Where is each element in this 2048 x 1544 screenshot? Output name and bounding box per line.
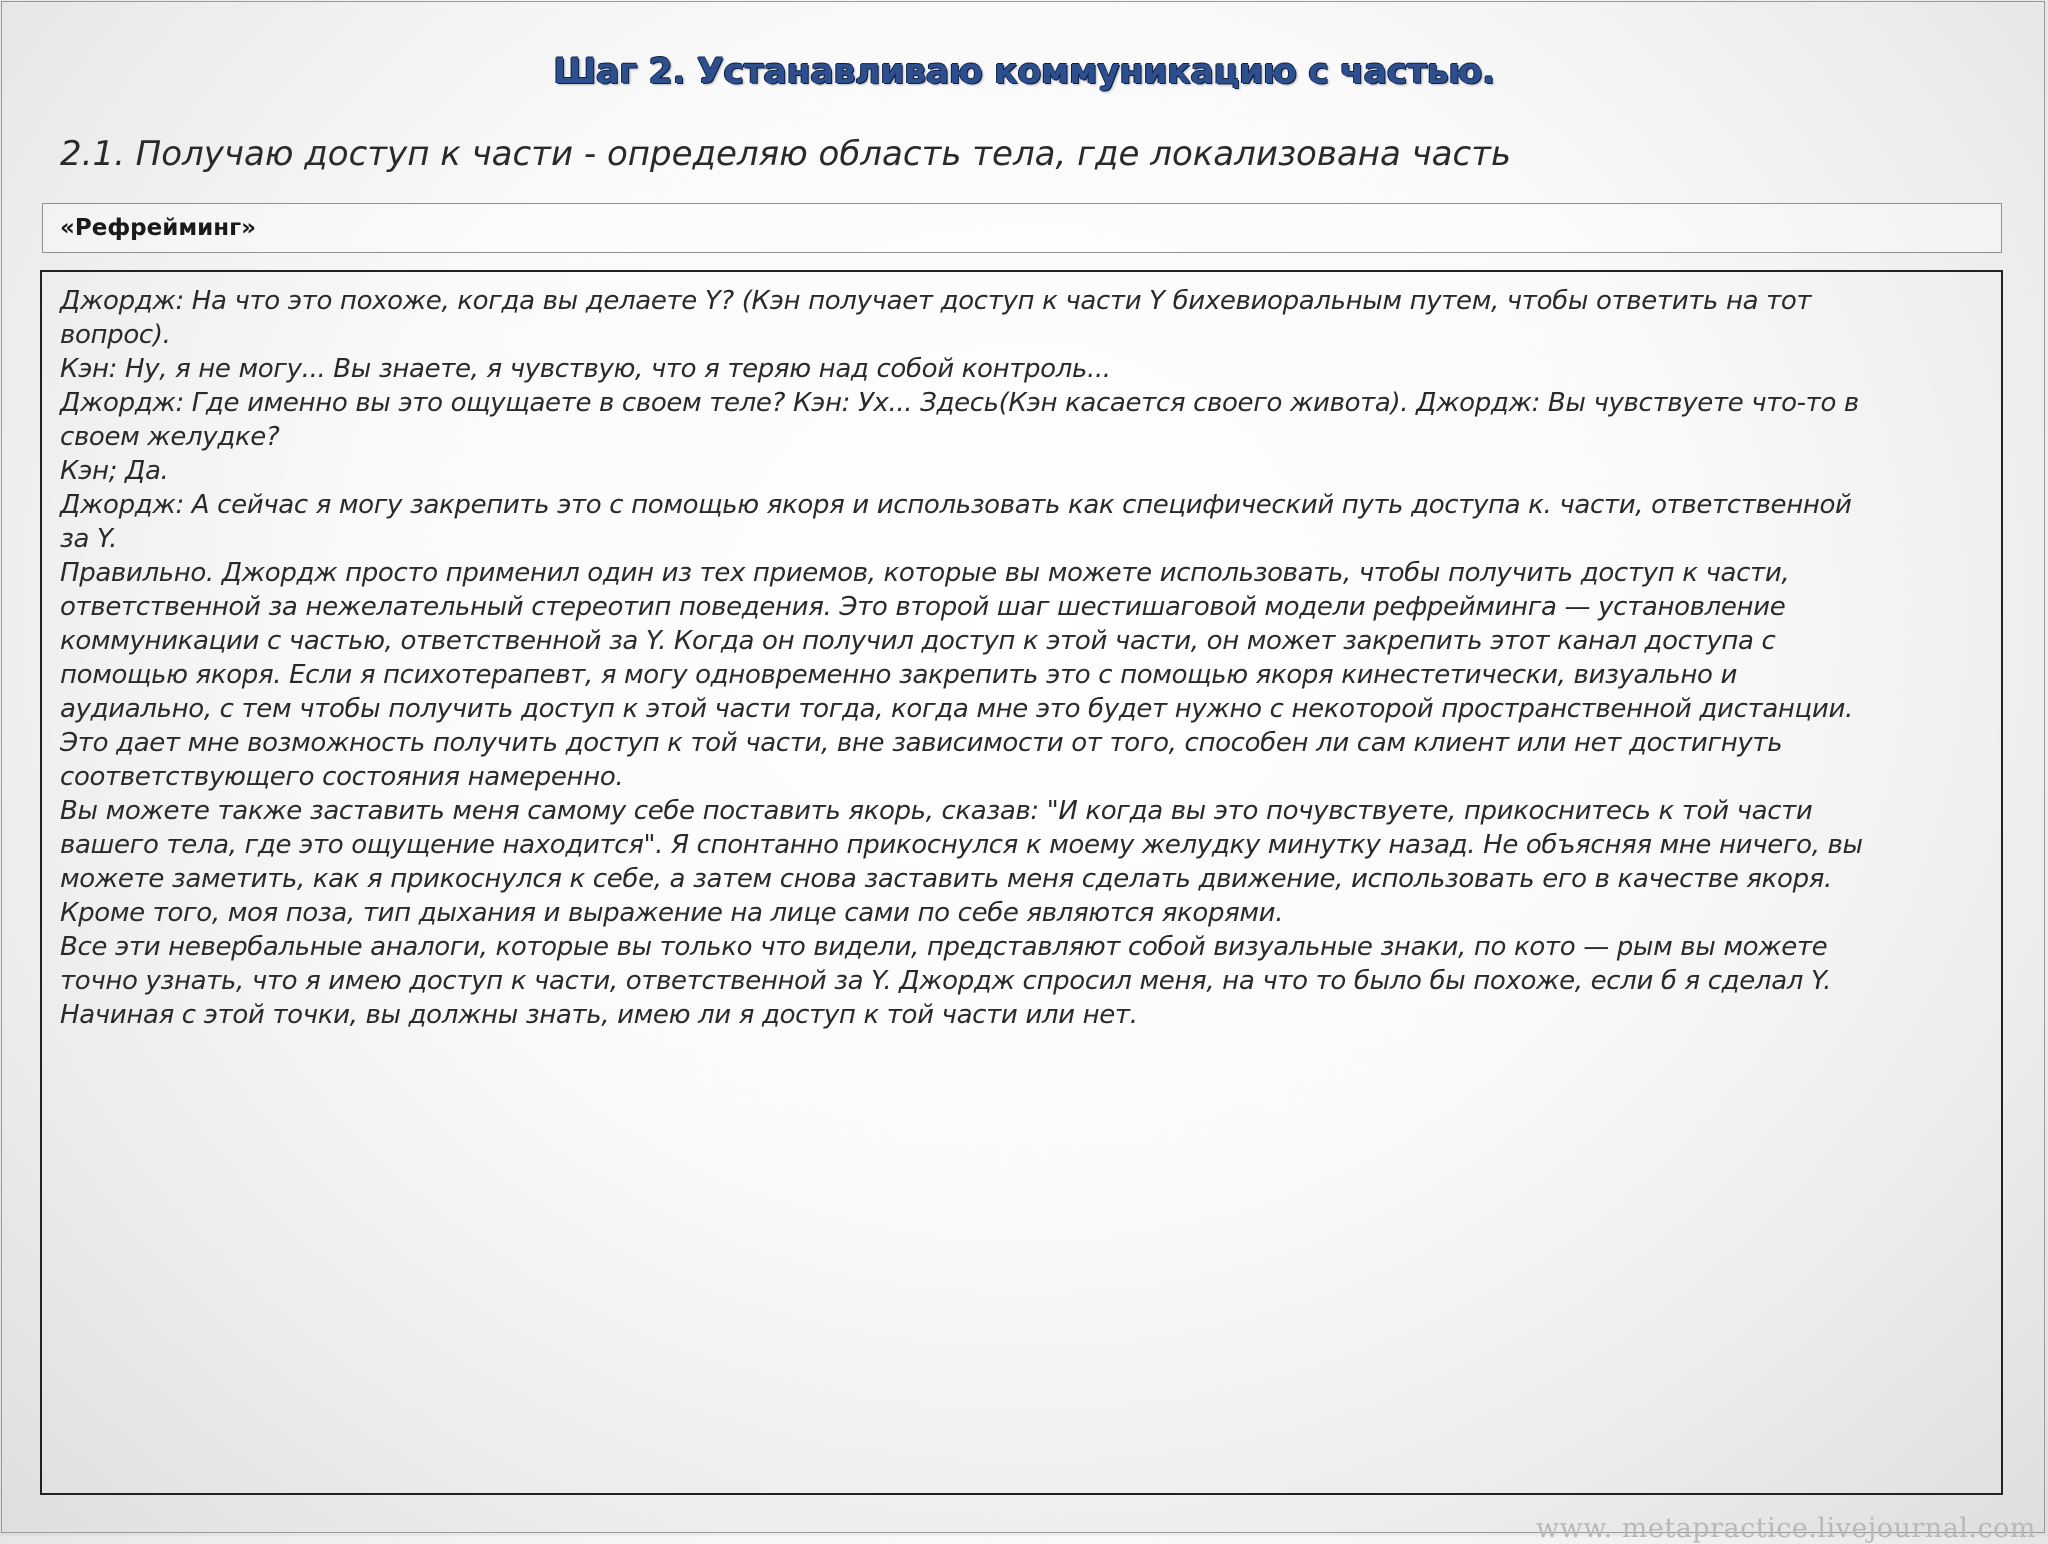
body-text bbox=[60, 284, 1981, 1032]
section-label-box bbox=[42, 203, 2002, 253]
body-line: Джордж: На что это похоже, когда вы делаете Y? (Кэн получает доступ к части Y бихевиоральным путем, чтобы ответить на тот bbox=[60, 286, 1812, 316]
body-line: вашего тела, где это ощущение находится". Я спонтанно прикоснулся к моему желудку минутку назад. Не объясняя мне ничего, вы bbox=[60, 830, 1863, 860]
body-line: точно узнать, что я имею доступ к части, ответственной за Y. Джордж спросил меня, на что то было бы похоже, если б я сделал Y. bbox=[60, 966, 1832, 996]
body-line: вопрос). bbox=[60, 320, 171, 350]
body-line: Джордж: Где именно вы это ощущаете в своем теле? Кэн: Ух... Здесь(Кэн касается своего живота). Джордж: Вы чувствуете что-то в bbox=[60, 388, 1859, 418]
slide-title: Шаг 2. Устанавливаю коммуникацию с частью. bbox=[553, 52, 1495, 92]
body-line: Джордж: А сейчас я могу закрепить это с помощью якоря и использовать как специфический путь доступа к. части, ответственной bbox=[60, 490, 1852, 520]
slide-subtitle: 2.1. Получаю доступ к части - определяю область тела, где локализована часть bbox=[60, 134, 1512, 174]
body-line: за Y. bbox=[60, 524, 118, 554]
watermark: www. metapractice.livejournal.com bbox=[1535, 1513, 2036, 1544]
body-line: коммуникации с частью, ответственной за Y. Когда он получил доступ к этой части, он может закрепить этот канал доступа с bbox=[60, 626, 1776, 656]
content-box bbox=[40, 270, 2003, 1495]
body-line: соответствующего состояния намеренно. bbox=[60, 762, 624, 792]
body-line: Правильно. Джордж просто применил один из тех приемов, которые вы можете использовать, чтобы получить доступ к части, bbox=[60, 558, 1790, 588]
body-line: Вы можете также заставить меня самому себе поставить якорь, сказав: "И когда вы это почувствуете, прикоснитесь к той части bbox=[60, 796, 1813, 826]
body-line: ответственной за нежелательный стереотип поведения. Это второй шаг шестишаговой модели рефрейминга — установление bbox=[60, 592, 1786, 622]
body-line: аудиально, с тем чтобы получить доступ к этой части тогда, когда мне это будет нужно с некоторой пространственной дистанции. bbox=[60, 694, 1853, 724]
body-line: можете заметить, как я прикоснулся к себе, а затем снова заставить меня сделать движение, использовать его в качестве якоря. bbox=[60, 864, 1832, 894]
body-line: Кэн: Ну, я не могу... Вы знаете, я чувствую, что я теряю над собой контроль... bbox=[60, 354, 1111, 384]
body-line: Это дает мне возможность получить доступ к той части, вне зависимости от того, способен ли сам клиент или нет достигнуть bbox=[60, 728, 1783, 758]
body-line: Кроме того, моя поза, тип дыхания и выражение на лице сами по себе являются якорями. bbox=[60, 898, 1284, 928]
section-label: «Рефрейминг» bbox=[60, 215, 256, 241]
body-line: своем желудке? bbox=[60, 422, 280, 452]
body-line: помощью якоря. Если я психотерапевт, я могу одновременно закрепить это с помощью якоря кинестетически, визуально и bbox=[60, 660, 1738, 690]
body-line: Кэн; Да. bbox=[60, 456, 169, 486]
body-line: Все эти невербальные аналоги, которые вы только что видели, представляют собой визуальные знаки, по кото — рым вы можете bbox=[60, 932, 1828, 962]
body-line: Начиная с этой точки, вы должны знать, имею ли я доступ к той части или нет. bbox=[60, 1000, 1138, 1030]
